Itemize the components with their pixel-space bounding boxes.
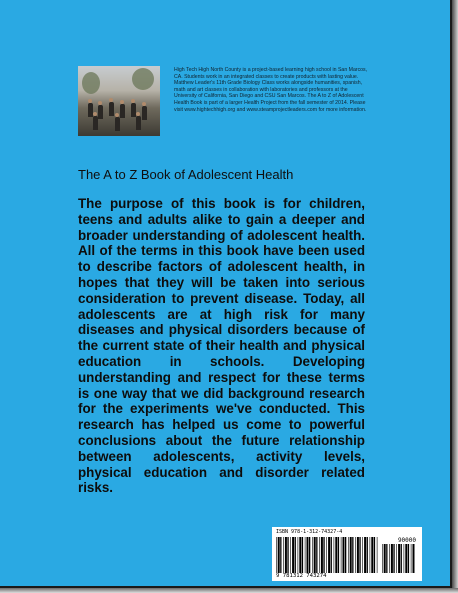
barcode-bar — [367, 537, 368, 573]
barcode-bar — [314, 537, 316, 573]
barcode-bar — [384, 544, 386, 573]
barcode-bar — [328, 537, 330, 573]
barcode-bar — [359, 537, 360, 573]
photo-tree — [132, 68, 154, 90]
barcode-bars-main — [276, 537, 378, 573]
barcode-digits: 9 781312 743274 — [276, 573, 327, 579]
barcode-bar — [364, 537, 366, 573]
page-edge-shadow — [0, 588, 458, 593]
barcode-bar — [405, 544, 407, 573]
barcode-bar — [389, 544, 390, 573]
school-description-blurb: High Tech High North County is a project-based learning high school in San Marcos, CA. Students work in an integrated classes to create products with lasting value. Matthew Leader's 11th Grade Biology Class works alongside humanities, spanish, math and art classes in collaboration with laboratories and professors at the University of California, San Diego and CSU San Marcos. The A to Z of Adolescent Health Book is part of a larger Health Project from the fall semester of 2014. Please visit www.hightechhigh.org and www.steamprojectleaders.com for more information. — [174, 67, 368, 113]
barcode-bar — [404, 544, 405, 573]
barcode-bar — [343, 537, 345, 573]
barcode-bar — [393, 544, 394, 573]
barcode-bar — [335, 537, 337, 573]
barcode-bar — [341, 537, 342, 573]
barcode-bar — [334, 537, 335, 573]
barcode-bar — [396, 544, 397, 573]
book-description: The purpose of this book is for children, teens and adults alike to gain a deeper and broader understanding of adolescent health. All of the terms in this book have been used to describe factors of adolescent health, in hopes that they will be taken into serious consideration to prevent disease. Today, all adolescents are at high risk for many diseases and physical disorders because of the current state of their health and physical education in schools. Developing understanding and respect for these terms is one way that we did background research for the experiments we've conducted. This research has helped us come to powerful conclusions about the future relationship between adolescents, activity levels, physical education and disorder related risks. — [78, 196, 365, 496]
isbn-number: ISBN 978-1-312-74327-4 — [276, 529, 343, 535]
photo-person — [109, 102, 114, 116]
barcode-bar — [298, 537, 299, 573]
barcode-bar — [302, 537, 303, 573]
barcode-bar — [362, 537, 363, 573]
barcode-bar — [331, 537, 332, 573]
barcode-bar — [411, 544, 412, 573]
barcode-bar — [287, 537, 288, 573]
barcode-bar — [386, 544, 387, 573]
page-edge-shadow — [452, 0, 458, 593]
barcode-bar — [350, 537, 352, 573]
barcode-bar — [374, 537, 375, 573]
barcode-bar — [382, 544, 383, 573]
barcode-bar — [292, 537, 294, 573]
barcode-bar — [391, 544, 393, 573]
barcode-bar — [309, 537, 310, 573]
photo-person — [115, 117, 120, 131]
barcode-bar — [398, 544, 400, 573]
barcode-bar — [319, 537, 320, 573]
barcode-bar — [283, 537, 284, 573]
barcode-bar — [285, 537, 287, 573]
barcode-bar — [401, 544, 402, 573]
isbn-barcode — [272, 527, 422, 581]
photo-person — [142, 106, 147, 120]
barcode-bar — [316, 537, 317, 573]
barcode-bar — [307, 537, 309, 573]
barcode-bar — [355, 537, 356, 573]
photo-person — [93, 116, 98, 130]
price-code: 90000 — [397, 537, 416, 544]
barcode-bar — [352, 537, 353, 573]
barcode-bar — [371, 537, 373, 573]
barcode-bar — [348, 537, 349, 573]
photo-tree — [82, 72, 100, 94]
photo-person — [98, 105, 103, 119]
photo-person — [120, 104, 125, 118]
barcode-bar — [295, 537, 296, 573]
book-title: The A to Z Book of Adolescent Health — [78, 167, 294, 182]
barcode-bar — [299, 537, 301, 573]
barcode-bar — [312, 537, 313, 573]
barcode-bar — [338, 537, 339, 573]
barcode-bar — [276, 537, 277, 573]
barcode-bar — [357, 537, 359, 573]
barcode-bar — [326, 537, 327, 573]
barcode-bar — [323, 537, 324, 573]
barcode-bar — [345, 537, 346, 573]
barcode-bar — [278, 537, 280, 573]
barcode-bar — [280, 537, 281, 573]
photo-person — [136, 116, 141, 130]
barcode-bars-addon — [382, 544, 416, 573]
barcode-bar — [413, 544, 415, 573]
barcode-bar — [408, 544, 409, 573]
barcode-bar — [370, 537, 371, 573]
barcode-bar — [305, 537, 306, 573]
barcode-bar — [321, 537, 323, 573]
class-group-photo — [78, 66, 160, 136]
barcode-bar — [290, 537, 291, 573]
barcode-bar — [377, 537, 378, 573]
